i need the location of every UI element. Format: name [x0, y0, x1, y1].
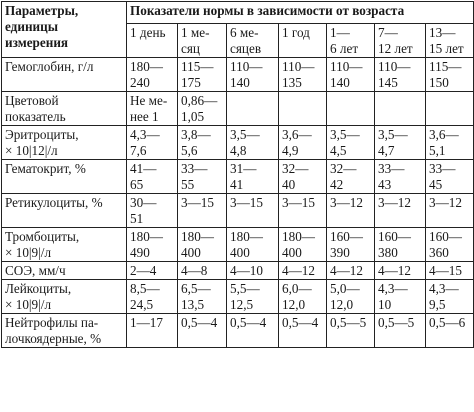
param-line: Лейкоциты, — [5, 281, 72, 296]
param-cell — [2, 92, 127, 126]
value-line: 30— — [130, 195, 157, 210]
age-column-header — [327, 24, 375, 58]
value-line: Не ме- — [130, 93, 168, 108]
value-line: 12,0 — [282, 297, 306, 312]
value-line: 4—12 — [378, 263, 411, 278]
param-line: Тромбоциты, — [5, 229, 80, 244]
value-cell — [227, 160, 279, 194]
value-cell — [279, 262, 327, 280]
value-line: 160— — [378, 229, 411, 244]
value-line: 180— — [130, 229, 163, 244]
age-header-line: 6 ме- — [230, 25, 259, 40]
value-cell — [178, 262, 227, 280]
value-line: 41— — [130, 161, 157, 176]
value-line: 8,5— — [130, 281, 160, 296]
value-cell — [426, 92, 474, 126]
value-cell — [279, 314, 327, 348]
age-column-header — [279, 24, 327, 58]
table-row — [2, 228, 474, 262]
age-group-header: Показатели нормы в зависимости от возраста — [127, 2, 474, 24]
age-header-line: 15 лет — [429, 41, 464, 56]
value-line: 400 — [230, 245, 250, 260]
value-line: 115— — [181, 59, 214, 74]
table-row — [2, 194, 474, 228]
param-line: СОЭ, мм/ч — [5, 263, 66, 278]
param-line: × 10|12|/л — [5, 143, 58, 158]
value-cell — [375, 160, 426, 194]
value-line: 41 — [230, 177, 244, 192]
value-cell — [375, 280, 426, 314]
value-cell — [227, 58, 279, 92]
value-cell — [178, 160, 227, 194]
value-cell — [127, 58, 178, 92]
value-cell — [227, 92, 279, 126]
value-cell — [127, 160, 178, 194]
value-cell — [426, 126, 474, 160]
value-cell — [375, 194, 426, 228]
value-line: 180— — [230, 229, 263, 244]
value-line: 3—12 — [378, 195, 411, 210]
age-header-line: сяцев — [230, 41, 262, 56]
value-line: 3,5— — [230, 127, 260, 142]
value-line: 3—12 — [330, 195, 363, 210]
param-line: Ретикулоциты, % — [5, 195, 103, 210]
value-cell — [178, 92, 227, 126]
value-cell — [279, 194, 327, 228]
param-line: показатель — [5, 109, 66, 124]
param-cell — [2, 228, 127, 262]
age-header-line: 1 день — [130, 25, 166, 40]
value-line: 380 — [378, 245, 398, 260]
param-cell — [2, 126, 127, 160]
value-cell — [279, 228, 327, 262]
table-row — [2, 160, 474, 194]
value-cell — [178, 126, 227, 160]
value-line: 180— — [181, 229, 214, 244]
value-line: 4,9 — [282, 143, 299, 158]
value-line: 140 — [230, 75, 250, 90]
value-cell — [127, 228, 178, 262]
value-line: 4,3— — [130, 127, 160, 142]
value-line: 3—15 — [230, 195, 263, 210]
param-cell — [2, 280, 127, 314]
value-line: 9,5 — [429, 297, 446, 312]
value-cell — [375, 314, 426, 348]
value-line: 3,6— — [429, 127, 459, 142]
value-line: 400 — [181, 245, 201, 260]
value-cell — [227, 126, 279, 160]
value-line: 145 — [378, 75, 398, 90]
value-line: 3,6— — [282, 127, 312, 142]
value-cell — [327, 262, 375, 280]
value-line: 110— — [230, 59, 263, 74]
value-cell — [426, 314, 474, 348]
value-line: 51 — [130, 211, 144, 226]
param-cell — [2, 58, 127, 92]
value-cell — [279, 160, 327, 194]
value-line: 4—8 — [181, 263, 208, 278]
value-line: 3—15 — [181, 195, 214, 210]
value-line: 4—10 — [230, 263, 263, 278]
value-line: 7,6 — [130, 143, 147, 158]
value-line: 24,5 — [130, 297, 154, 312]
value-line: 33— — [378, 161, 405, 176]
value-cell — [426, 194, 474, 228]
age-header-line: 13— — [429, 25, 456, 40]
value-line: 4,3— — [429, 281, 459, 296]
value-cell — [279, 280, 327, 314]
value-line: 5,6 — [181, 143, 198, 158]
param-header-line: единицы — [5, 19, 59, 34]
value-cell — [178, 58, 227, 92]
value-line: 1—17 — [130, 315, 163, 330]
value-cell — [178, 194, 227, 228]
value-line: 110— — [330, 59, 363, 74]
value-line: 10 — [378, 297, 392, 312]
norms-table — [1, 1, 474, 348]
value-line: 160— — [330, 229, 363, 244]
value-cell — [227, 280, 279, 314]
table-row — [2, 92, 474, 126]
value-line: 40 — [282, 177, 296, 192]
value-line: 360 — [429, 245, 449, 260]
value-line: 150 — [429, 75, 449, 90]
value-line: 43 — [378, 177, 392, 192]
table-row — [2, 262, 474, 280]
value-cell — [327, 314, 375, 348]
value-line: 110— — [378, 59, 411, 74]
value-cell — [279, 58, 327, 92]
table-row — [2, 126, 474, 160]
value-line: 490 — [130, 245, 150, 260]
value-cell — [375, 92, 426, 126]
value-line: 65 — [130, 177, 144, 192]
value-line: 0,86— — [181, 93, 218, 108]
value-line: 135 — [282, 75, 302, 90]
value-cell — [327, 280, 375, 314]
param-line: лочкоядерные, % — [5, 331, 102, 346]
value-cell — [327, 160, 375, 194]
value-line: 0,5—5 — [378, 315, 415, 330]
value-cell — [127, 126, 178, 160]
value-cell — [327, 194, 375, 228]
value-cell — [327, 58, 375, 92]
value-line: 390 — [330, 245, 350, 260]
value-cell — [327, 126, 375, 160]
age-header-line: 1 ме- — [181, 25, 210, 40]
value-cell — [426, 262, 474, 280]
value-line: 240 — [130, 75, 150, 90]
value-line: нее 1 — [130, 109, 159, 124]
value-line: 0,5—4 — [230, 315, 267, 330]
value-cell — [426, 280, 474, 314]
value-line: 175 — [181, 75, 201, 90]
value-line: 3—12 — [429, 195, 462, 210]
value-line: 12,5 — [230, 297, 254, 312]
value-line: 4—12 — [330, 263, 363, 278]
value-line: 6,5— — [181, 281, 211, 296]
value-line: 32— — [330, 161, 357, 176]
value-line: 110— — [282, 59, 315, 74]
age-header-line: 7— — [378, 25, 398, 40]
header-row-top — [2, 2, 474, 24]
age-header-line: 12 лет — [378, 41, 413, 56]
table-row — [2, 58, 474, 92]
value-cell — [127, 92, 178, 126]
value-line: 0,5—5 — [330, 315, 367, 330]
value-line: 115— — [429, 59, 462, 74]
value-line: 42 — [330, 177, 344, 192]
value-cell — [279, 92, 327, 126]
value-cell — [375, 126, 426, 160]
value-cell — [375, 58, 426, 92]
value-line: 400 — [282, 245, 302, 260]
param-line: Цветовой — [5, 93, 59, 108]
age-column-header — [178, 24, 227, 58]
value-line: 5,5— — [230, 281, 260, 296]
param-cell — [2, 194, 127, 228]
param-line: Гемоглобин, г/л — [5, 59, 94, 74]
value-line: 160— — [429, 229, 462, 244]
value-cell — [426, 228, 474, 262]
value-cell — [327, 228, 375, 262]
param-header-line: измерения — [5, 35, 69, 50]
value-line: 33— — [429, 161, 456, 176]
value-cell — [178, 228, 227, 262]
param-line: × 10|9|/л — [5, 245, 52, 260]
value-line: 45 — [429, 177, 443, 192]
value-line: 4—12 — [282, 263, 315, 278]
value-line: 0,5—6 — [429, 315, 466, 330]
param-header-line: Параметры, — [5, 3, 79, 18]
age-column-header — [426, 24, 474, 58]
value-line: 3,8— — [181, 127, 211, 142]
param-cell — [2, 314, 127, 348]
value-cell — [227, 314, 279, 348]
value-cell — [279, 126, 327, 160]
value-cell — [127, 194, 178, 228]
age-column-header — [227, 24, 279, 58]
value-cell — [178, 314, 227, 348]
value-cell — [327, 92, 375, 126]
value-cell — [127, 314, 178, 348]
value-cell — [227, 194, 279, 228]
param-line: Гематокрит, % — [5, 161, 86, 176]
value-line: 4,7 — [378, 143, 395, 158]
table-row — [2, 280, 474, 314]
value-line: 33— — [181, 161, 208, 176]
age-header-line: 1 год — [282, 25, 310, 40]
value-line: 32— — [282, 161, 309, 176]
value-line: 2—4 — [130, 263, 157, 278]
param-column-header — [2, 2, 127, 58]
value-cell — [127, 262, 178, 280]
value-line: 3—15 — [282, 195, 315, 210]
param-cell — [2, 262, 127, 280]
table-body — [2, 58, 474, 348]
value-line: 0,5—4 — [181, 315, 218, 330]
value-line: 5,0— — [330, 281, 360, 296]
value-cell — [227, 228, 279, 262]
table-row — [2, 314, 474, 348]
age-column-header — [375, 24, 426, 58]
value-line: 55 — [181, 177, 195, 192]
value-cell — [178, 280, 227, 314]
value-cell — [426, 160, 474, 194]
param-line: Эритроциты, — [5, 127, 79, 142]
value-line: 140 — [330, 75, 350, 90]
value-cell — [227, 262, 279, 280]
value-line: 5,1 — [429, 143, 446, 158]
param-cell — [2, 160, 127, 194]
value-line: 13,5 — [181, 297, 205, 312]
value-line: 0,5—4 — [282, 315, 319, 330]
value-line: 4,8 — [230, 143, 247, 158]
value-line: 4—15 — [429, 263, 462, 278]
age-column-header — [127, 24, 178, 58]
age-header-line: 6 лет — [330, 41, 359, 56]
value-line: 180— — [130, 59, 163, 74]
age-header-line: 1— — [330, 25, 350, 40]
value-cell — [426, 58, 474, 92]
value-line: 31— — [230, 161, 257, 176]
age-header-line: сяц — [181, 41, 200, 56]
value-line: 3,5— — [378, 127, 408, 142]
param-line: × 10|9|/л — [5, 297, 52, 312]
value-line: 4,3— — [378, 281, 408, 296]
value-line: 4,5 — [330, 143, 347, 158]
value-line: 12,0 — [330, 297, 354, 312]
value-cell — [375, 228, 426, 262]
param-line: Нейтрофилы па- — [5, 315, 99, 330]
value-line: 180— — [282, 229, 315, 244]
value-line: 6,0— — [282, 281, 312, 296]
value-cell — [127, 280, 178, 314]
value-line: 1,05 — [181, 109, 205, 124]
value-line: 3,5— — [330, 127, 360, 142]
value-cell — [375, 262, 426, 280]
